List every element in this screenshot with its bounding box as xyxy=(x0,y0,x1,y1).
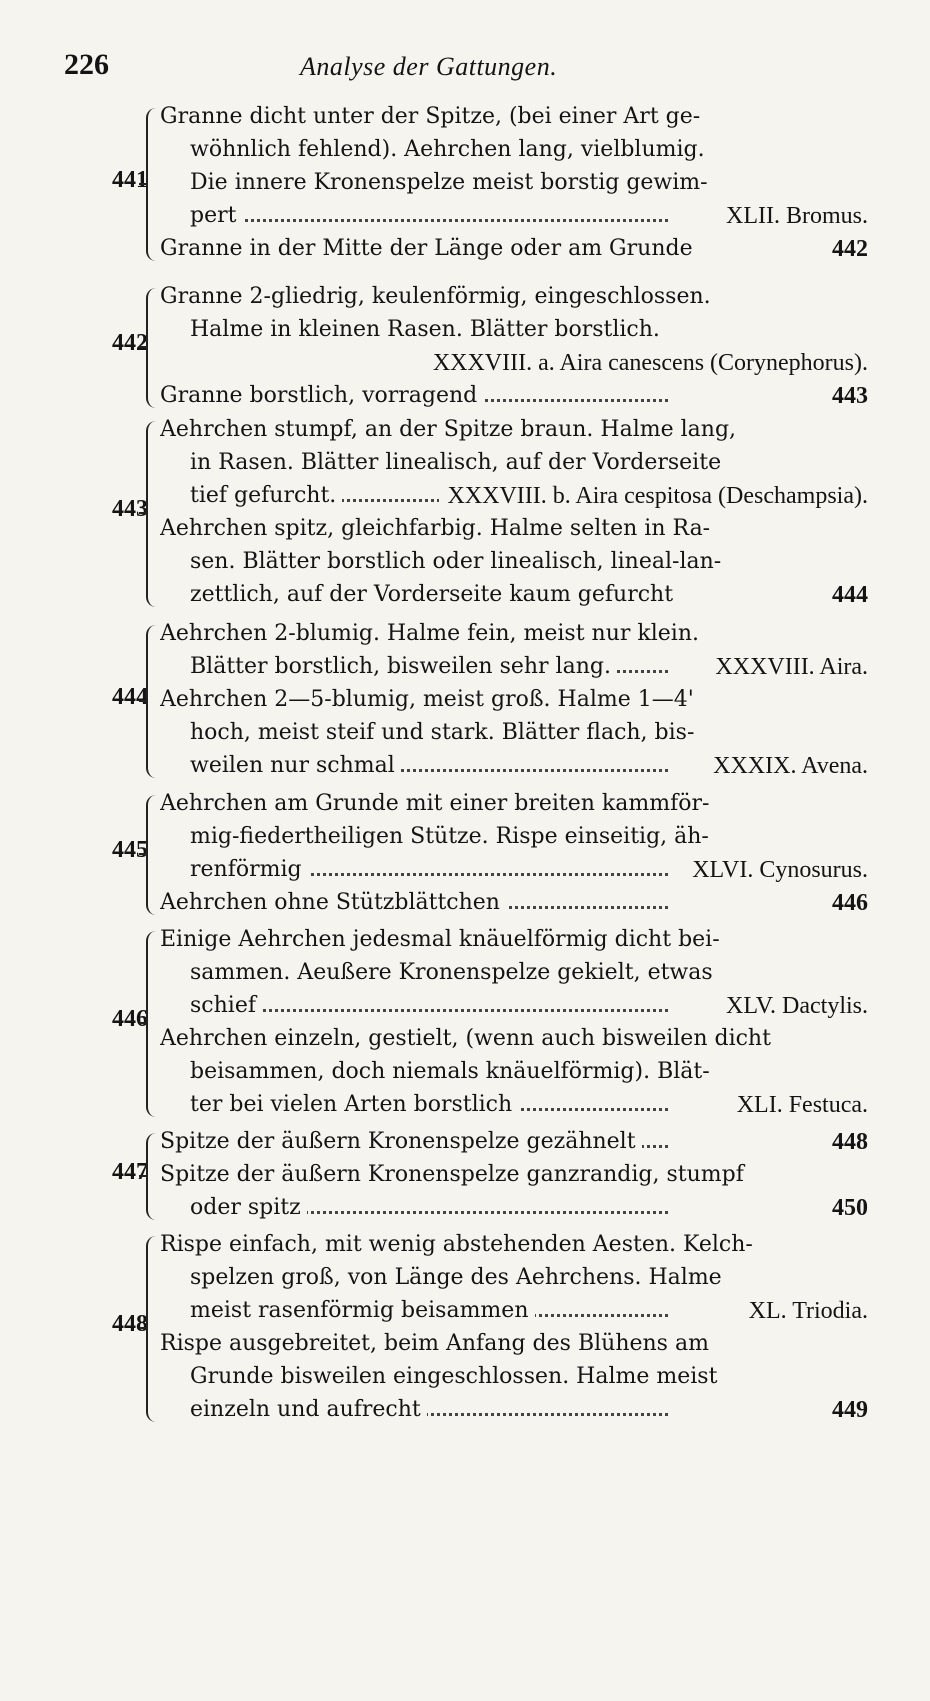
key-line xyxy=(160,232,868,266)
brace xyxy=(146,625,160,778)
key-line-text: einzeln und aufrecht xyxy=(190,1397,427,1422)
couplet-445 xyxy=(0,787,930,919)
couplet-reference: 450 xyxy=(824,1191,868,1225)
key-line xyxy=(160,280,868,314)
key-line xyxy=(190,650,868,684)
key-line-text: ter bei vielen Arten borstlich xyxy=(190,1092,518,1117)
page-number: 226 xyxy=(64,48,109,81)
brace xyxy=(146,1133,160,1220)
key-line-text: Grunde bisweilen eingeschlossen. Halme meist xyxy=(190,1364,723,1389)
genus-reference: XXXVIII. Aira. xyxy=(707,650,868,684)
key-line-text: sammen. Aeußere Kronenspelze gekielt, etwas xyxy=(190,960,719,985)
key-line xyxy=(160,787,868,821)
key-line-text: oder spitz xyxy=(190,1195,307,1220)
genus-reference: XXXVIII. b. Aira cespitosa (Deschampsia). xyxy=(439,479,868,513)
couplet-number: 447 xyxy=(112,1158,148,1185)
key-line-text: in Rasen. Blätter linealisch, auf der Vorderseite xyxy=(190,450,727,475)
key-line xyxy=(190,749,868,783)
key-line-text: spelzen groß, von Länge des Aehrchens. Halme xyxy=(190,1265,728,1290)
couplet-number: 443 xyxy=(112,496,148,522)
key-line xyxy=(160,100,868,134)
key-line-text: meist rasenförmig beisammen xyxy=(190,1298,535,1323)
couplet-number: 441 xyxy=(112,166,148,193)
genus-reference: XL. Triodia. xyxy=(741,1294,868,1328)
key-line-text: pert xyxy=(190,203,242,228)
genus-reference: XLV. Dactylis. xyxy=(718,989,868,1023)
key-line-text: mig-fiedertheiligen Stütze. Rispe einseitig, äh- xyxy=(190,824,715,849)
couplet-reference: 442 xyxy=(824,232,868,266)
key-line-text: Aehrchen 2-blumig. Halme fein, meist nur klein. xyxy=(160,621,705,646)
key-line xyxy=(190,716,868,750)
key-line xyxy=(190,1294,868,1328)
couplet-number: 446 xyxy=(112,1006,148,1032)
brace xyxy=(146,1236,160,1422)
key-line-text: Aehrchen spitz, gleichfarbig. Halme selten in Ra- xyxy=(160,516,716,541)
key-line-text: Die innere Kronenspelze meist borstig gewim- xyxy=(190,170,714,195)
key-line-text: Aehrchen einzeln, gestielt, (wenn auch bisweilen dicht xyxy=(160,1026,777,1051)
couplet-446 xyxy=(0,923,930,1121)
couplet-448 xyxy=(0,1228,930,1426)
key-line-text: Rispe ausgebreitet, beim Anfang des Blühens am xyxy=(160,1331,715,1356)
key-line-text: Rispe einfach, mit wenig abstehenden Aesten. Kelch- xyxy=(160,1232,759,1257)
key-line-text: sen. Blätter borstlich oder linealisch, lineal-lan- xyxy=(190,549,727,574)
key-line-text: Granne 2-gliedrig, keulenförmig, eingeschlossen. xyxy=(160,284,717,309)
key-line-text: Einige Aehrchen jedesmal knäuelförmig dicht bei- xyxy=(160,927,726,952)
key-line xyxy=(190,545,868,579)
key-line xyxy=(190,346,868,380)
couplet-number: 444 xyxy=(112,683,148,710)
key-line-text: Granne borstlich, vorragend xyxy=(160,383,483,408)
page-header xyxy=(0,48,930,88)
key-line xyxy=(160,413,868,447)
couplet-reference: 446 xyxy=(824,886,868,920)
key-line-text: Granne dicht unter der Spitze, (bei einer Art ge- xyxy=(160,104,706,129)
key-line-text: tief gefurcht. xyxy=(190,483,342,508)
key-line xyxy=(190,1360,868,1394)
leader-dots xyxy=(190,219,668,222)
key-line-text: renförmig xyxy=(190,857,308,882)
key-line xyxy=(190,820,868,854)
brace xyxy=(146,108,160,261)
key-line-text: wöhnlich fehlend). Aehrchen lang, vielblumig. xyxy=(190,137,711,162)
key-line xyxy=(190,1393,868,1427)
key-line xyxy=(160,923,868,957)
key-line xyxy=(190,166,868,200)
couplet-443 xyxy=(0,413,930,611)
genus-reference: XLI. Festuca. xyxy=(729,1088,868,1122)
genus-reference: XLII. Bromus. xyxy=(718,199,868,233)
couplet-reference: 449 xyxy=(824,1393,868,1427)
key-line xyxy=(190,853,868,887)
key-line-text: Spitze der äußern Kronenspelze ganzrandig, stumpf xyxy=(160,1162,750,1187)
key-line-text: Aehrchen stumpf, an der Spitze braun. Halme lang, xyxy=(160,417,742,442)
couplet-444 xyxy=(0,617,930,782)
genus-reference: XXXIX. Avena. xyxy=(705,749,868,783)
key-line-text: Granne in der Mitte der Länge oder am Grunde xyxy=(160,236,699,261)
couplet-442 xyxy=(0,280,930,412)
key-line xyxy=(160,1228,868,1262)
genus-reference: XLVI. Cynosurus. xyxy=(684,853,868,887)
key-line xyxy=(190,133,868,167)
key-line xyxy=(190,199,868,233)
couplet-number: 445 xyxy=(112,837,148,863)
key-line-text: Aehrchen 2—5-blumig, meist groß. Halme 1—4' xyxy=(160,687,700,712)
brace xyxy=(146,931,160,1117)
key-line xyxy=(190,1055,868,1089)
key-line-text: hoch, meist steif und stark. Blätter flach, bis- xyxy=(190,720,700,745)
couplet-number: 442 xyxy=(112,330,148,356)
key-line xyxy=(190,1191,868,1225)
key-line xyxy=(160,1022,868,1056)
couplet-reference: 443 xyxy=(824,379,868,413)
couplet-reference: 444 xyxy=(824,578,868,612)
brace xyxy=(146,421,160,607)
key-line xyxy=(190,313,868,347)
key-line xyxy=(160,1327,868,1361)
key-line xyxy=(160,683,868,717)
key-line-text: schief xyxy=(190,993,262,1018)
key-line-text: Aehrchen ohne Stützblättchen xyxy=(160,890,506,915)
key-line xyxy=(190,1261,868,1295)
key-line xyxy=(190,956,868,990)
key-line xyxy=(190,989,868,1023)
key-line xyxy=(190,479,868,513)
brace xyxy=(146,288,160,408)
key-line-text: Blätter borstlich, bisweilen sehr lang. xyxy=(190,654,617,679)
running-title: Analyse der Gattungen. xyxy=(300,52,558,81)
key-line-text: Aehrchen am Grunde mit einer breiten kammför- xyxy=(160,791,715,816)
key-line xyxy=(160,1158,868,1192)
key-line xyxy=(160,617,868,651)
key-line xyxy=(160,379,868,413)
key-line xyxy=(190,578,868,612)
key-line xyxy=(160,1125,868,1159)
couplet-441 xyxy=(0,100,930,265)
key-line-text: beisammen, doch niemals knäuelförmig). Blät- xyxy=(190,1059,716,1084)
key-line-text: Halme in kleinen Rasen. Blätter borstlich. xyxy=(190,317,666,342)
key-line-text: Spitze der äußern Kronenspelze gezähnelt xyxy=(160,1129,642,1154)
genus-reference: XXXVIII. a. Aira canescens (Corynephorus). xyxy=(425,346,868,380)
couplet-number: 448 xyxy=(112,1311,148,1337)
couplet-reference: 448 xyxy=(824,1125,868,1159)
key-line-text: weilen nur schmal xyxy=(190,753,401,778)
key-line xyxy=(160,512,868,546)
key-line xyxy=(160,886,868,920)
key-line xyxy=(190,1088,868,1122)
brace xyxy=(146,795,160,915)
key-line xyxy=(190,446,868,480)
key-line-text: zettlich, auf der Vorderseite kaum gefurcht xyxy=(190,582,679,607)
couplet-447 xyxy=(0,1125,930,1224)
